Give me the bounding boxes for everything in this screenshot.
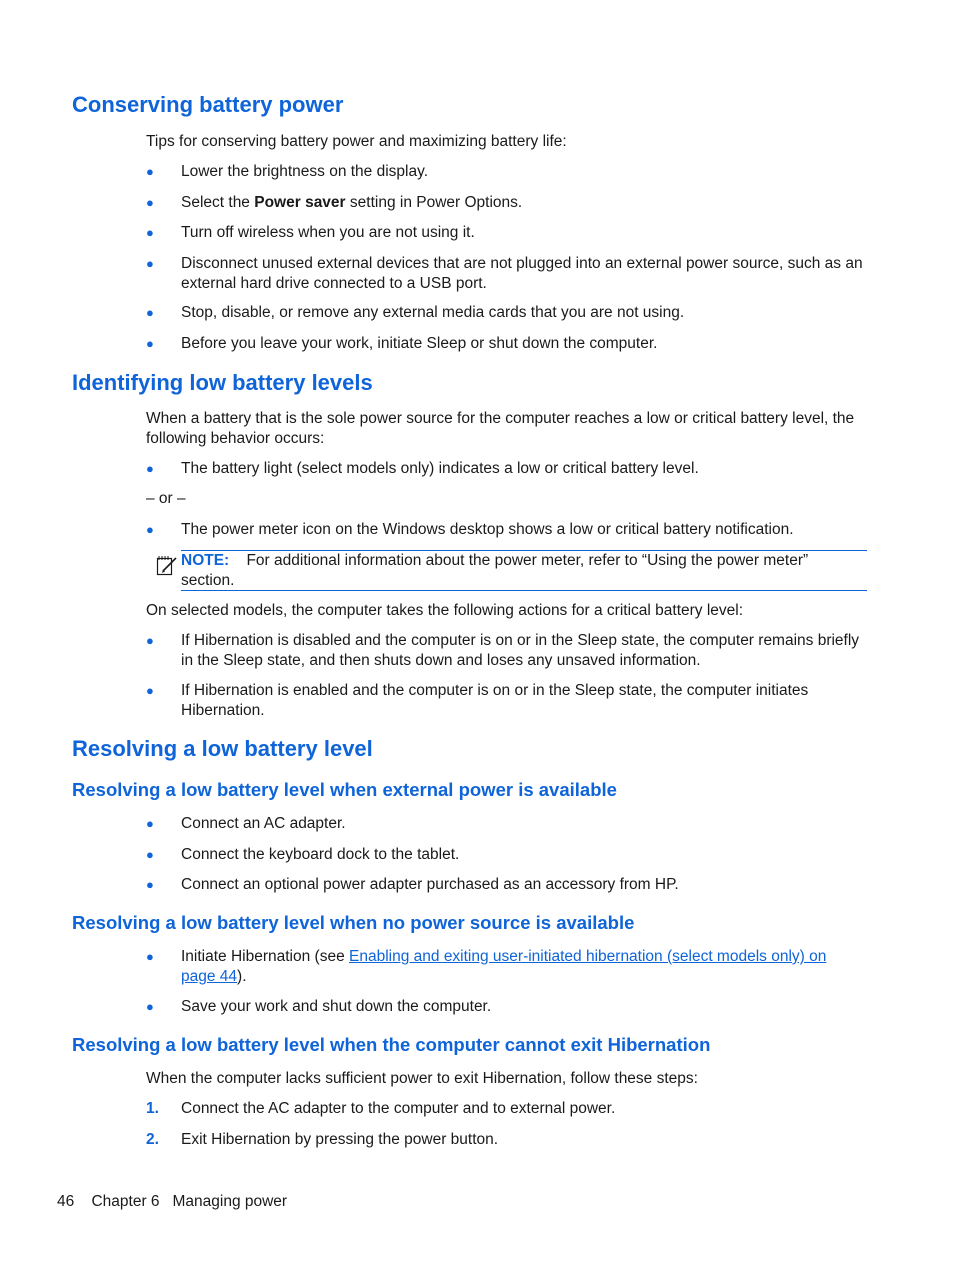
list-item: Lower the brightness on the display. [181,163,429,180]
note-label: NOTE: [181,552,230,569]
bullet-icon: ● [146,847,154,862]
heading-resolving-low-battery-level: Resolving a low battery level [72,736,373,761]
list-item: The battery light (select models only) indicates a low or critical battery level. [181,460,699,477]
subheading-cannot-exit-hibernation: Resolving a low battery level when the computer cannot exit Hibernation [72,1034,711,1055]
bullet-icon: ● [146,225,154,240]
step-number: 2. [146,1131,159,1148]
chapter-title: Managing power [172,1193,288,1210]
bullet-icon: ● [146,461,154,476]
heading-conserving-battery-power: Conserving battery power [72,92,344,117]
list-item: Connect the keyboard dock to the tablet. [181,846,460,863]
critical-intro: On selected models, the computer takes the following actions for a critical battery level: [146,602,744,619]
list-item: Turn off wireless when you are not using it. [181,224,475,241]
bullet-icon: ● [146,522,154,537]
list-item: Before you leave your work, initiate Sleep or shut down the computer. [181,335,658,352]
identifying-intro: When a battery that is the sole power source for the computer reaches a low or critical battery level, the following behavior occurs: [146,410,855,447]
step-number: 1. [146,1100,159,1117]
note-icon [156,554,178,576]
subheading-external-power: Resolving a low battery level when external power is available [72,779,617,800]
list-item [181,947,841,986]
step-text: Exit Hibernation by pressing the power button. [181,1131,499,1148]
subheading-no-power-source: Resolving a low battery level when no power source is available [72,912,635,933]
list-item: If Hibernation is disabled and the computer is on or in the Sleep state, the computer remains briefly in the Sleep state, and then shuts down and loses any unsaved information. [181,632,860,669]
bullet-icon: ● [146,305,154,320]
list-item: If Hibernation is enabled and the computer is on or in the Sleep state, the computer initiates Hibernation. [181,682,809,719]
chapter-label: Chapter 6 [91,1193,160,1210]
list-item: Disconnect unused external devices that are not plugged into an external power source, such as an external hard drive connected to a USB port. [181,255,863,292]
note-bottom-rule [181,590,867,591]
power-saver-bold: Power saver [254,194,346,211]
bullet-icon: ● [146,195,154,210]
bullet-icon: ● [146,633,154,648]
list-item: Stop, disable, or remove any external media cards that you are not using. [181,304,685,321]
page-footer [57,1192,287,1211]
list-item: Connect an optional power adapter purchased as an accessory from HP. [181,876,679,893]
bullet-icon: ● [146,683,154,698]
bullet-icon: ● [146,256,154,271]
bullet-icon: ● [146,164,154,179]
list-item-text: Initiate Hibernation (see [181,948,350,965]
bullet-icon: ● [146,999,154,1014]
hibernation-link[interactable]: Enabling and exiting user-initiated hibernation (select models only) on page 44 [181,948,827,985]
page-number: 46 [57,1193,75,1210]
note-text [181,551,851,590]
bullet-icon: ● [146,877,154,892]
list-item-text: setting in Power Options. [345,194,523,211]
list-item-text: Select the [181,194,255,211]
conserving-intro: Tips for conserving battery power and maximizing battery life: [146,133,567,150]
bullet-icon: ● [146,949,154,964]
list-item [181,193,871,213]
step-text: Connect the AC adapter to the computer and to external power. [181,1100,616,1117]
hibernation-intro: When the computer lacks sufficient power to exit Hibernation, follow these steps: [146,1070,698,1087]
note-body: For additional information about the power meter, refer to “Using the power meter” section. [181,552,809,589]
list-item: Connect an AC adapter. [181,815,346,832]
bullet-icon: ● [146,816,154,831]
or-separator: – or – [146,490,186,507]
bullet-icon: ● [146,336,154,351]
heading-identifying-low-battery-levels: Identifying low battery levels [72,370,373,395]
list-item: Save your work and shut down the computer. [181,998,492,1015]
list-item-text: ). [237,967,247,985]
list-item: The power meter icon on the Windows desktop shows a low or critical battery notification. [181,521,794,538]
